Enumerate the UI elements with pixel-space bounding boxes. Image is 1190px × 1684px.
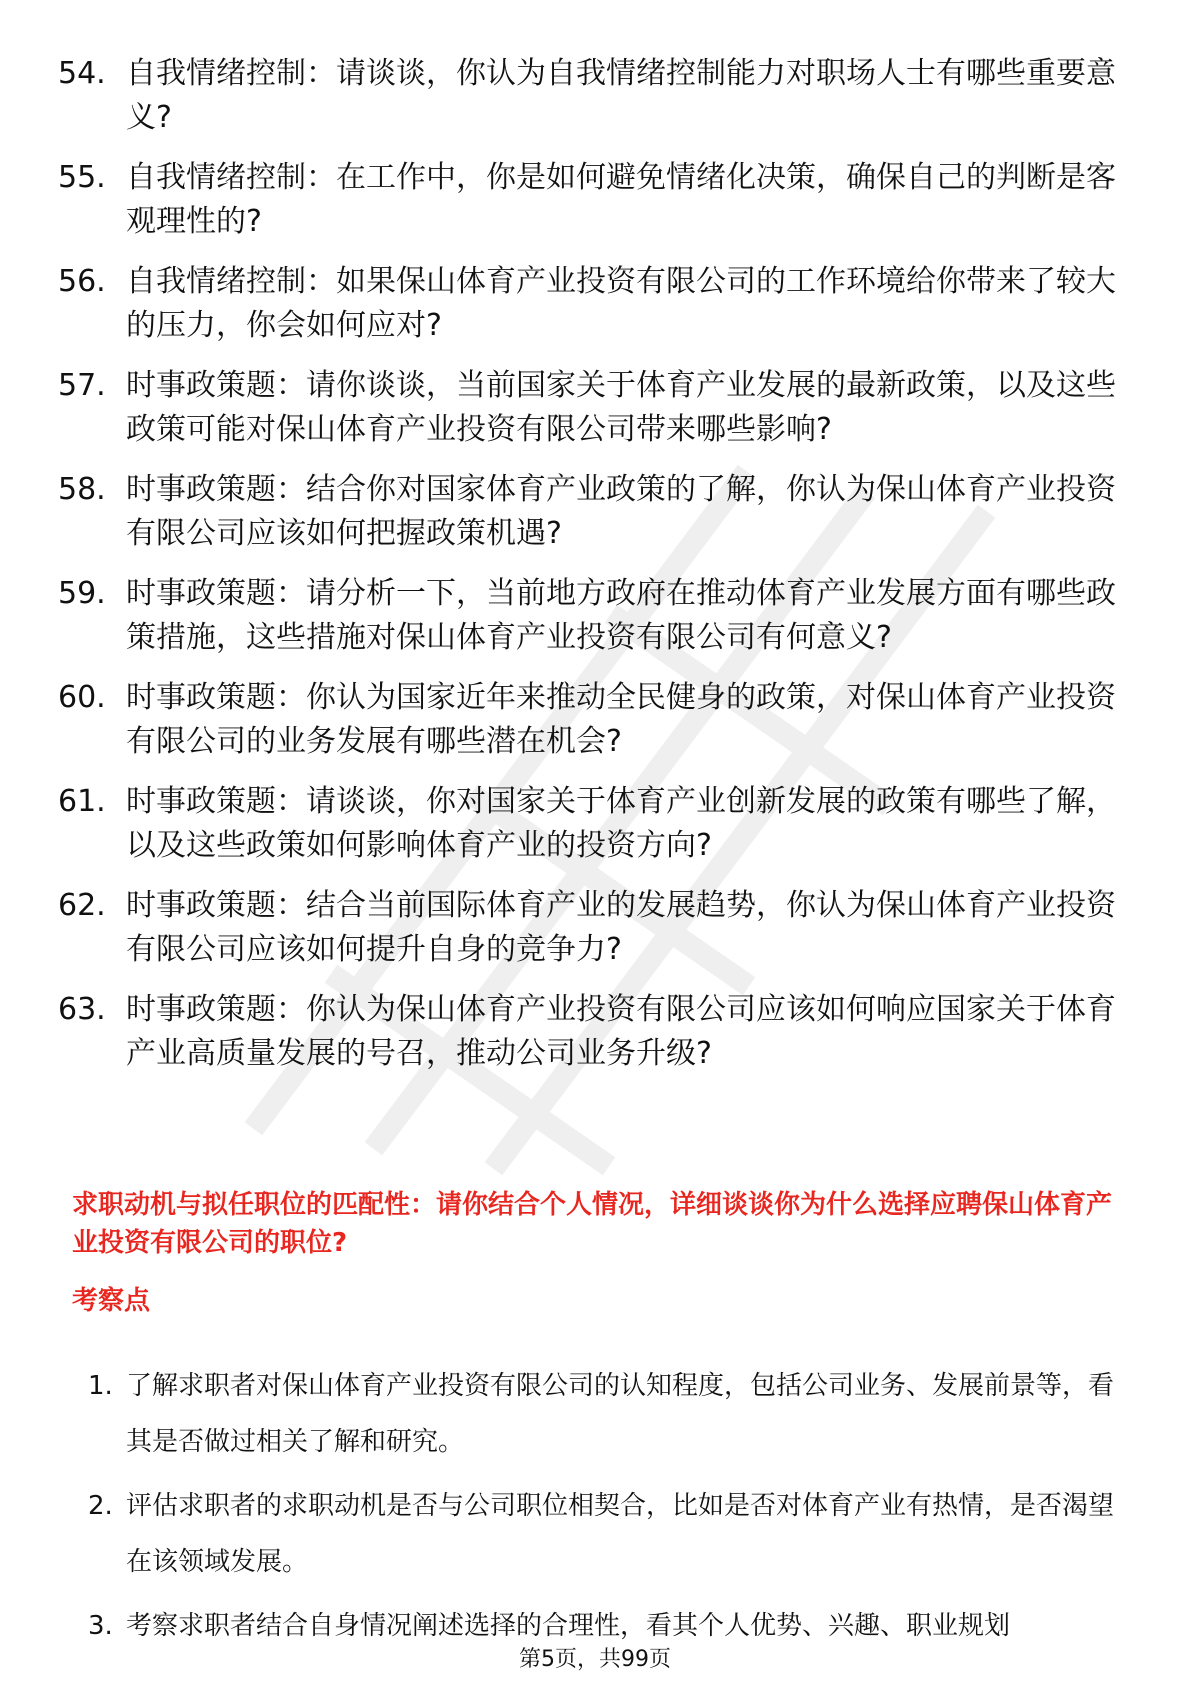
- question-text: 时事政策题：你认为保山体育产业投资有限公司应该如何响应国家关于体育产业高质量发展的号召，推动公司业务升级?: [126, 992, 1116, 1071]
- point-text: 了解求职者对保山体育产业投资有限公司的认知程度，包括公司业务、发展前景等，看其是否做过相关了解和研究。: [126, 1371, 1115, 1457]
- section-title: 求职动机与拟任职位的匹配性：请你结合个人情况，详细谈谈你为什么选择应聘保山体育产业投资有限公司的职位?: [72, 1190, 1113, 1258]
- question-text: 时事政策题：请谈谈，你对国家关于体育产业创新发展的政策有哪些了解，以及这些政策如何影响体育产业的投资方向?: [126, 784, 1116, 863]
- point-number: 2.: [88, 1491, 113, 1521]
- question-number: 61.: [58, 784, 106, 819]
- question-item: [58, 52, 1118, 140]
- question-list: [58, 52, 1118, 1092]
- question-text: 时事政策题：你认为国家近年来推动全民健身的政策，对保山体育产业投资有限公司的业务发展有哪些潜在机会?: [126, 680, 1116, 759]
- assessment-point: [88, 1358, 1128, 1470]
- question-text: 自我情绪控制：在工作中，你是如何避免情绪化决策，确保自己的判断是客观理性的?: [126, 160, 1116, 239]
- question-item: [58, 468, 1118, 556]
- question-item: [58, 884, 1118, 972]
- page-footer: 第5页，共99页: [519, 1647, 671, 1672]
- question-item: [58, 676, 1118, 764]
- question-text: 时事政策题：请你谈谈，当前国家关于体育产业发展的最新政策，以及这些政策可能对保山体育产业投资有限公司带来哪些影响?: [126, 368, 1116, 447]
- question-number: 56.: [58, 264, 106, 299]
- question-text: 时事政策题：结合你对国家体育产业政策的了解，你认为保山体育产业投资有限公司应该如何把握政策机遇?: [126, 472, 1116, 551]
- question-item: [58, 988, 1118, 1076]
- question-number: 62.: [58, 888, 106, 923]
- point-text: 考察求职者结合自身情况阐述选择的合理性，看其个人优势、兴趣、职业规划: [126, 1611, 1011, 1641]
- question-text: 时事政策题：结合当前国际体育产业的发展趋势，你认为保山体育产业投资有限公司应该如何提升自身的竞争力?: [126, 888, 1116, 967]
- point-text: 评估求职者的求职动机是否与公司职位相契合，比如是否对体育产业有热情，是否渴望在该领域发展。: [126, 1491, 1115, 1577]
- section-subtitle: 考察点: [72, 1286, 151, 1316]
- question-item: [58, 780, 1118, 868]
- question-item: [58, 260, 1118, 348]
- question-item: [58, 572, 1118, 660]
- question-number: 54.: [58, 56, 106, 91]
- assessment-points-list: [88, 1358, 1128, 1662]
- question-text: 自我情绪控制：请谈谈，你认为自我情绪控制能力对职场人士有哪些重要意义?: [126, 56, 1116, 135]
- point-number: 1.: [88, 1371, 113, 1401]
- question-text: 自我情绪控制：如果保山体育产业投资有限公司的工作环境给你带来了较大的压力，你会如何应对?: [126, 264, 1116, 343]
- question-item: [58, 364, 1118, 452]
- assessment-point: [88, 1478, 1128, 1590]
- question-item: [58, 156, 1118, 244]
- question-number: 55.: [58, 160, 106, 195]
- question-number: 63.: [58, 992, 106, 1027]
- question-number: 60.: [58, 680, 106, 715]
- point-number: 3.: [88, 1611, 113, 1641]
- question-number: 58.: [58, 472, 106, 507]
- question-text: 时事政策题：请分析一下，当前地方政府在推动体育产业发展方面有哪些政策措施，这些措施对保山体育产业投资有限公司有何意义?: [126, 576, 1116, 655]
- question-number: 57.: [58, 368, 106, 403]
- question-number: 59.: [58, 576, 106, 611]
